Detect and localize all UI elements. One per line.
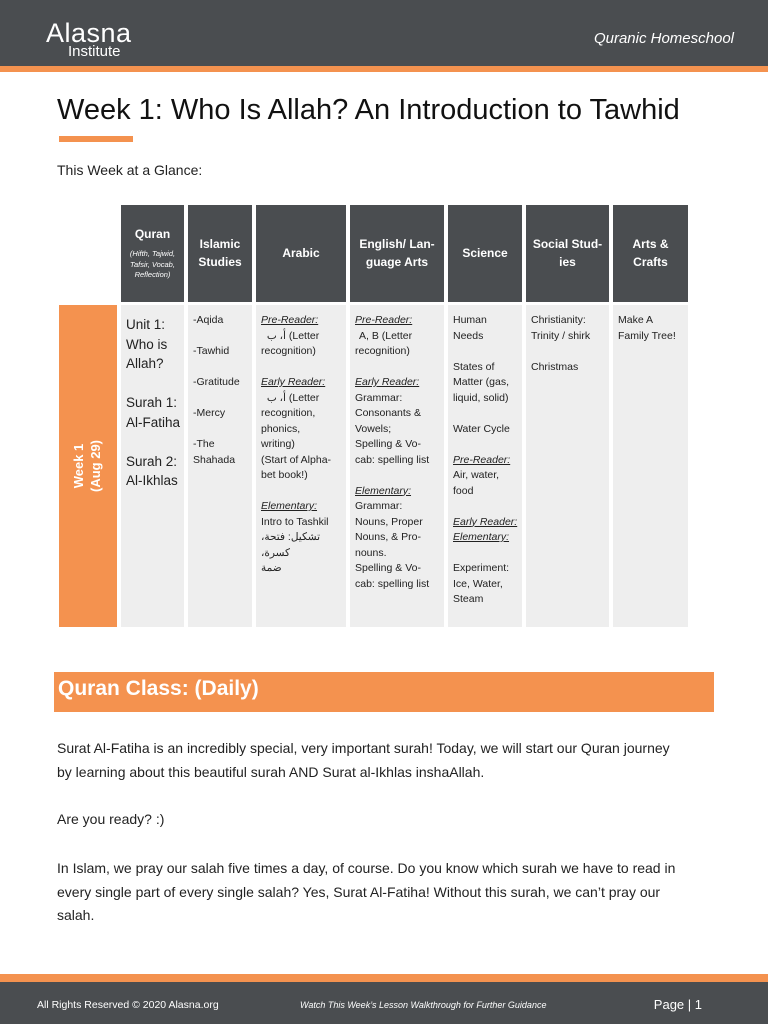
header-arabic-label: Arabic: [282, 245, 320, 260]
page-number: Page | 1: [653, 997, 702, 1012]
islamic-line: Shahada: [193, 453, 236, 466]
science-early-reader-label: Early Reader:: [453, 515, 518, 528]
english-line: Grammar:: [355, 391, 403, 404]
english-line: cab: spelling list: [355, 453, 430, 466]
english-line: Consonants &: [355, 407, 421, 419]
header-english: [350, 205, 444, 302]
islamic-line: -Tawhid: [193, 345, 230, 357]
english-line: recognition): [355, 345, 410, 357]
english-line: Spelling & Vo-: [355, 562, 421, 574]
english-line: cab: spelling list: [355, 577, 430, 590]
social-line: Christianity:: [531, 314, 586, 326]
header-science: [448, 205, 522, 302]
science-line: Matter (gas,: [453, 376, 510, 388]
quran-line: Allah?: [126, 356, 164, 371]
arabic-line: recognition,: [261, 407, 316, 419]
arabic-pre-reader-label: Pre-Reader:: [261, 314, 319, 326]
header-islamic-studies: [188, 205, 252, 302]
week-label: Week 1: [71, 443, 87, 489]
cell-english: [350, 305, 444, 627]
english-early-reader-label: Early Reader:: [355, 376, 420, 388]
social-line: Christmas: [531, 360, 579, 373]
english-line: Grammar:: [355, 500, 403, 512]
english-pre-reader-label: Pre-Reader:: [355, 314, 413, 326]
islamic-line: -Aqida: [193, 314, 224, 326]
arabic-line: Intro to Tashkil: [261, 515, 329, 528]
english-line: Nouns, Proper: [355, 515, 423, 528]
arabic-line: recognition): [261, 345, 316, 357]
arabic-tashkil-line: ضمة: [261, 562, 282, 574]
section-header-bar: [54, 672, 714, 712]
header-social-label: Social Stud-ies: [532, 237, 603, 269]
arabic-line: (Letter: [288, 391, 320, 404]
english-line: Vowels;: [355, 422, 392, 435]
english-line: nouns.: [355, 546, 387, 559]
science-line: Air, water,: [453, 469, 500, 481]
science-elementary-label: Elementary:: [453, 531, 510, 543]
arabic-line: bet book!): [261, 469, 308, 481]
question-paragraph: Are you ready? :): [57, 811, 165, 827]
header-arts-label: Arts & Crafts: [632, 237, 669, 269]
islamic-line: -Mercy: [193, 407, 226, 419]
arabic-line: (Letter: [288, 329, 320, 342]
science-line: food: [453, 484, 474, 497]
header-quran-sub: (Hifth, Tajwid, Tafsir, Vocab, Reflection): [129, 249, 176, 280]
arabic-tashkil-line: تشكيل: فتحة، كسرة،: [261, 531, 321, 559]
social-line: Trinity / shirk: [531, 329, 591, 342]
header-islamic-label: Islamic Studies: [198, 237, 242, 269]
page-footer: [0, 974, 768, 1024]
quran-line: Al-Ikhlas: [126, 473, 178, 488]
science-pre-reader-label: Pre-Reader:: [453, 453, 511, 466]
logo-main-text: Alasna: [46, 18, 132, 48]
english-line: A, B (Letter: [359, 329, 413, 342]
alasna-logo[interactable]: [46, 18, 132, 60]
week-date: (Aug 29): [88, 440, 103, 492]
section-title: Quran Class: (Daily): [58, 677, 259, 700]
glance-label: This Week at a Glance:: [57, 162, 203, 178]
islamic-line: -Gratitude: [193, 376, 240, 388]
science-line: Experiment:: [453, 562, 510, 574]
science-line: Human: [453, 314, 487, 326]
walkthrough-link[interactable]: Watch This Week’s Lesson Walkthrough for Further Guidance: [300, 1000, 547, 1010]
science-line: liquid, solid): [453, 391, 509, 404]
copyright-text: All Rights Reserved © 2020 Alasna.org: [37, 999, 219, 1011]
science-line: Water Cycle: [453, 422, 510, 435]
islamic-line: -The: [193, 438, 215, 450]
arabic-line: phonics,: [261, 422, 301, 435]
quran-line: Who is: [126, 336, 168, 352]
arabic-letters: أ، ب: [266, 391, 286, 404]
page-header: [0, 0, 768, 72]
week-row-label: [59, 305, 117, 627]
header-science-label: Science: [462, 245, 508, 260]
science-line: Ice, Water,: [453, 577, 503, 590]
quran-line: Surah 1:: [126, 395, 178, 410]
header-arts-crafts: [613, 205, 688, 302]
arts-line: Family Tree!: [618, 329, 676, 342]
science-line: Needs: [453, 329, 484, 342]
science-line: Steam: [453, 593, 484, 605]
arabic-line: writing): [261, 438, 295, 450]
paragraph-line: In Islam, we pray our salah five times a day, of course. Do you know which surah we have to read in: [57, 860, 676, 876]
logo-sub-text: Institute: [68, 43, 121, 60]
cell-islamic-studies: [188, 305, 252, 627]
salah-paragraph: [57, 857, 717, 928]
quran-line: Surah 2:: [126, 453, 178, 469]
paragraph-line: salah.: [57, 907, 95, 923]
cell-arts-crafts: [613, 305, 688, 627]
quran-line: Al-Fatiha: [126, 414, 181, 430]
arts-line: Make A: [618, 314, 654, 326]
english-line: Nouns, & Pro-: [355, 531, 421, 543]
arabic-line: (Start of Alpha-: [261, 453, 332, 466]
arabic-elementary-label: Elementary:: [261, 500, 318, 512]
paragraph-line: every single part of every single salah? Yes, Surat Al-Fatiha! Without this surah, we can’t pray our: [57, 883, 661, 900]
header-arabic: [256, 205, 346, 302]
title-underline: [59, 136, 133, 142]
science-line: States of: [453, 360, 495, 373]
arabic-letters: أ، ب: [266, 329, 286, 342]
quran-line: Unit 1:: [126, 317, 166, 332]
arabic-early-reader-label: Early Reader:: [261, 376, 326, 388]
english-line: Spelling & Vo-: [355, 438, 421, 450]
header-quran: [121, 205, 184, 302]
paragraph-line: Surat Al-Fatiha is an incredibly special, very important surah! Today, we will start our Quran journey: [57, 740, 670, 756]
header-tagline: Quranic Homeschool: [593, 30, 734, 47]
cell-quran: [121, 305, 184, 627]
intro-paragraph: [57, 737, 717, 784]
header-social-studies: [526, 205, 609, 302]
header-english-label: English/ Lan-guage Arts: [359, 237, 435, 269]
paragraph-line: by learning about this beautiful surah AND Surat al-Ikhlas inshaAllah.: [57, 763, 485, 780]
cell-science: [448, 305, 522, 627]
english-elementary-label: Elementary:: [355, 484, 412, 497]
cell-social-studies: [526, 305, 609, 627]
cell-arabic: [256, 305, 346, 627]
header-quran-label: Quran: [134, 227, 171, 242]
page-title: Week 1: Who Is Allah? An Introduction to Tawhid: [57, 94, 680, 126]
